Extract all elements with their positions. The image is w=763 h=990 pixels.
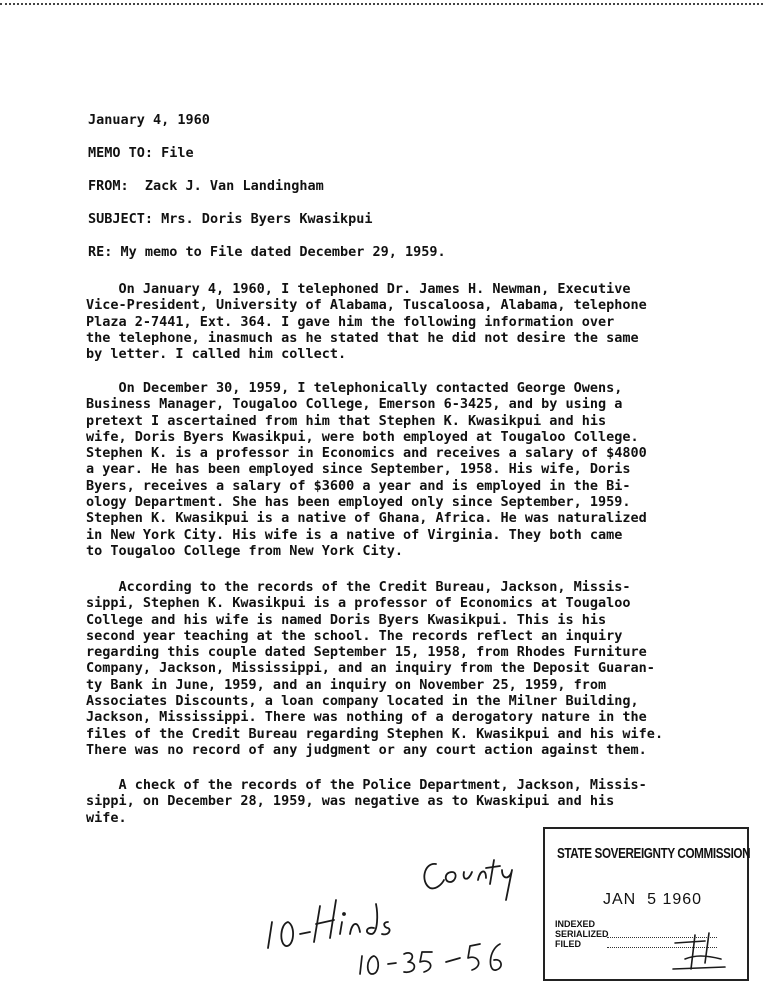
memo-from-value: Zack J. Van Landingham	[144, 178, 324, 194]
paragraph-line: Plaza 2-7441, Ext. 364. I gave him the following information over	[86, 313, 615, 330]
paragraph-line: Vice-President, University of Alabama, Tuscaloosa, Alabama, telephone	[86, 297, 647, 314]
stamp-indexed-label: INDEXED	[555, 919, 596, 929]
stamp-title: STATE SOVEREIGNTY COMMISSION	[557, 845, 751, 862]
memo-subject-value: Mrs. Doris Byers Kwasikpui	[161, 211, 373, 227]
paragraph-line: On December 30, 1959, I telephonically contacted George Owens,	[86, 380, 623, 396]
memo-re-value: My memo to File dated December 29, 1959.	[120, 244, 446, 260]
paragraph-line: There was no record of any judgment or any court action against them.	[86, 741, 647, 758]
paragraph-line: Stephen K. Kwasikpui is a native of Ghana, Africa. He was naturalized	[86, 510, 647, 527]
paragraph-line: Jackson, Mississippi. There was nothing of a derogatory nature in the	[86, 709, 647, 726]
paragraph-line: Associates Discounts, a loan company located in the Milner Building,	[86, 693, 639, 710]
paragraph-line: wife.	[86, 809, 127, 826]
paragraph-line: wife, Doris Byers Kwasikpui, were both employed at Tougaloo College.	[86, 428, 639, 445]
paragraph-line: second year teaching at the school. The records reflect an inquiry	[86, 627, 623, 644]
paragraph-line: ty Bank in June, 1959, and an inquiry on November 25, 1959, from	[86, 676, 607, 693]
memo-to-label: MEMO TO:	[88, 145, 154, 161]
paragraph-line: in New York City. His wife is a native of Virginia. They both came	[86, 526, 623, 543]
stamp-date: JAN 5 1960	[603, 891, 703, 908]
paragraph-line: A check of the records of the Police Department, Jackson, Missis-	[86, 777, 647, 793]
paragraph-line: regarding this couple dated September 15, 1958, from Rhodes Furniture	[86, 644, 647, 661]
stamp-filed-label: FILED	[555, 939, 581, 949]
memo-re-label: RE:	[88, 244, 113, 260]
paragraph-line: College and his wife is named Doris Byers Kwasikpui. This is his	[86, 611, 607, 628]
paragraph-line: Stephen K. is a professor in Economics and receives a salary of $4800	[86, 445, 647, 462]
paragraph-line: Company, Jackson, Mississippi, and an inquiry from the Deposit Guaran-	[86, 660, 655, 677]
paragraph-line: sippi, Stephen K. Kwasikpui is a professor of Economics at Tougaloo	[86, 595, 631, 612]
paragraph-line: by letter. I called him collect.	[86, 346, 347, 363]
paragraph-line: pretext I ascertained from him that Stephen K. Kwasikpui and his	[86, 412, 607, 429]
paragraph-line: Business Manager, Tougaloo College, Emerson 6-3425, and by using a	[86, 396, 623, 413]
paragraph-line: On January 4, 1960, I telephoned Dr. James H. Newman, Executive	[86, 281, 631, 297]
memo-subject-label: SUBJECT:	[88, 211, 154, 227]
paragraph-line: ology Department. She has been employed only since September, 1959.	[86, 494, 631, 511]
stamp-initials-mark	[665, 929, 735, 973]
paragraph-line: a year. He has been employed since September, 1958. His wife, Doris	[86, 461, 631, 478]
paragraph-line: sippi, on December 28, 1959, was negative as to Kwaskipui and his	[86, 793, 615, 810]
received-stamp	[543, 827, 749, 981]
paragraph-line: According to the records of the Credit Bureau, Jackson, Missis-	[86, 579, 631, 595]
memo-date: January 4, 1960	[88, 112, 210, 128]
paragraph-line: the telephone, inasmuch as he stated that he did not desire the same	[86, 329, 639, 346]
stamp-serialized-label: SERIALIZED	[555, 929, 609, 939]
memo-from-label: FROM:	[88, 178, 129, 194]
paragraph-line: Byers, receives a salary of $3600 a year and is employed in the Bi-	[86, 477, 631, 494]
memo-to-value: File	[161, 145, 194, 161]
paragraph-line: to Tougaloo College from New York City.	[86, 542, 403, 559]
paragraph-line: files of the Credit Bureau regarding Stephen K. Kwasikpui and his wife.	[86, 725, 664, 742]
